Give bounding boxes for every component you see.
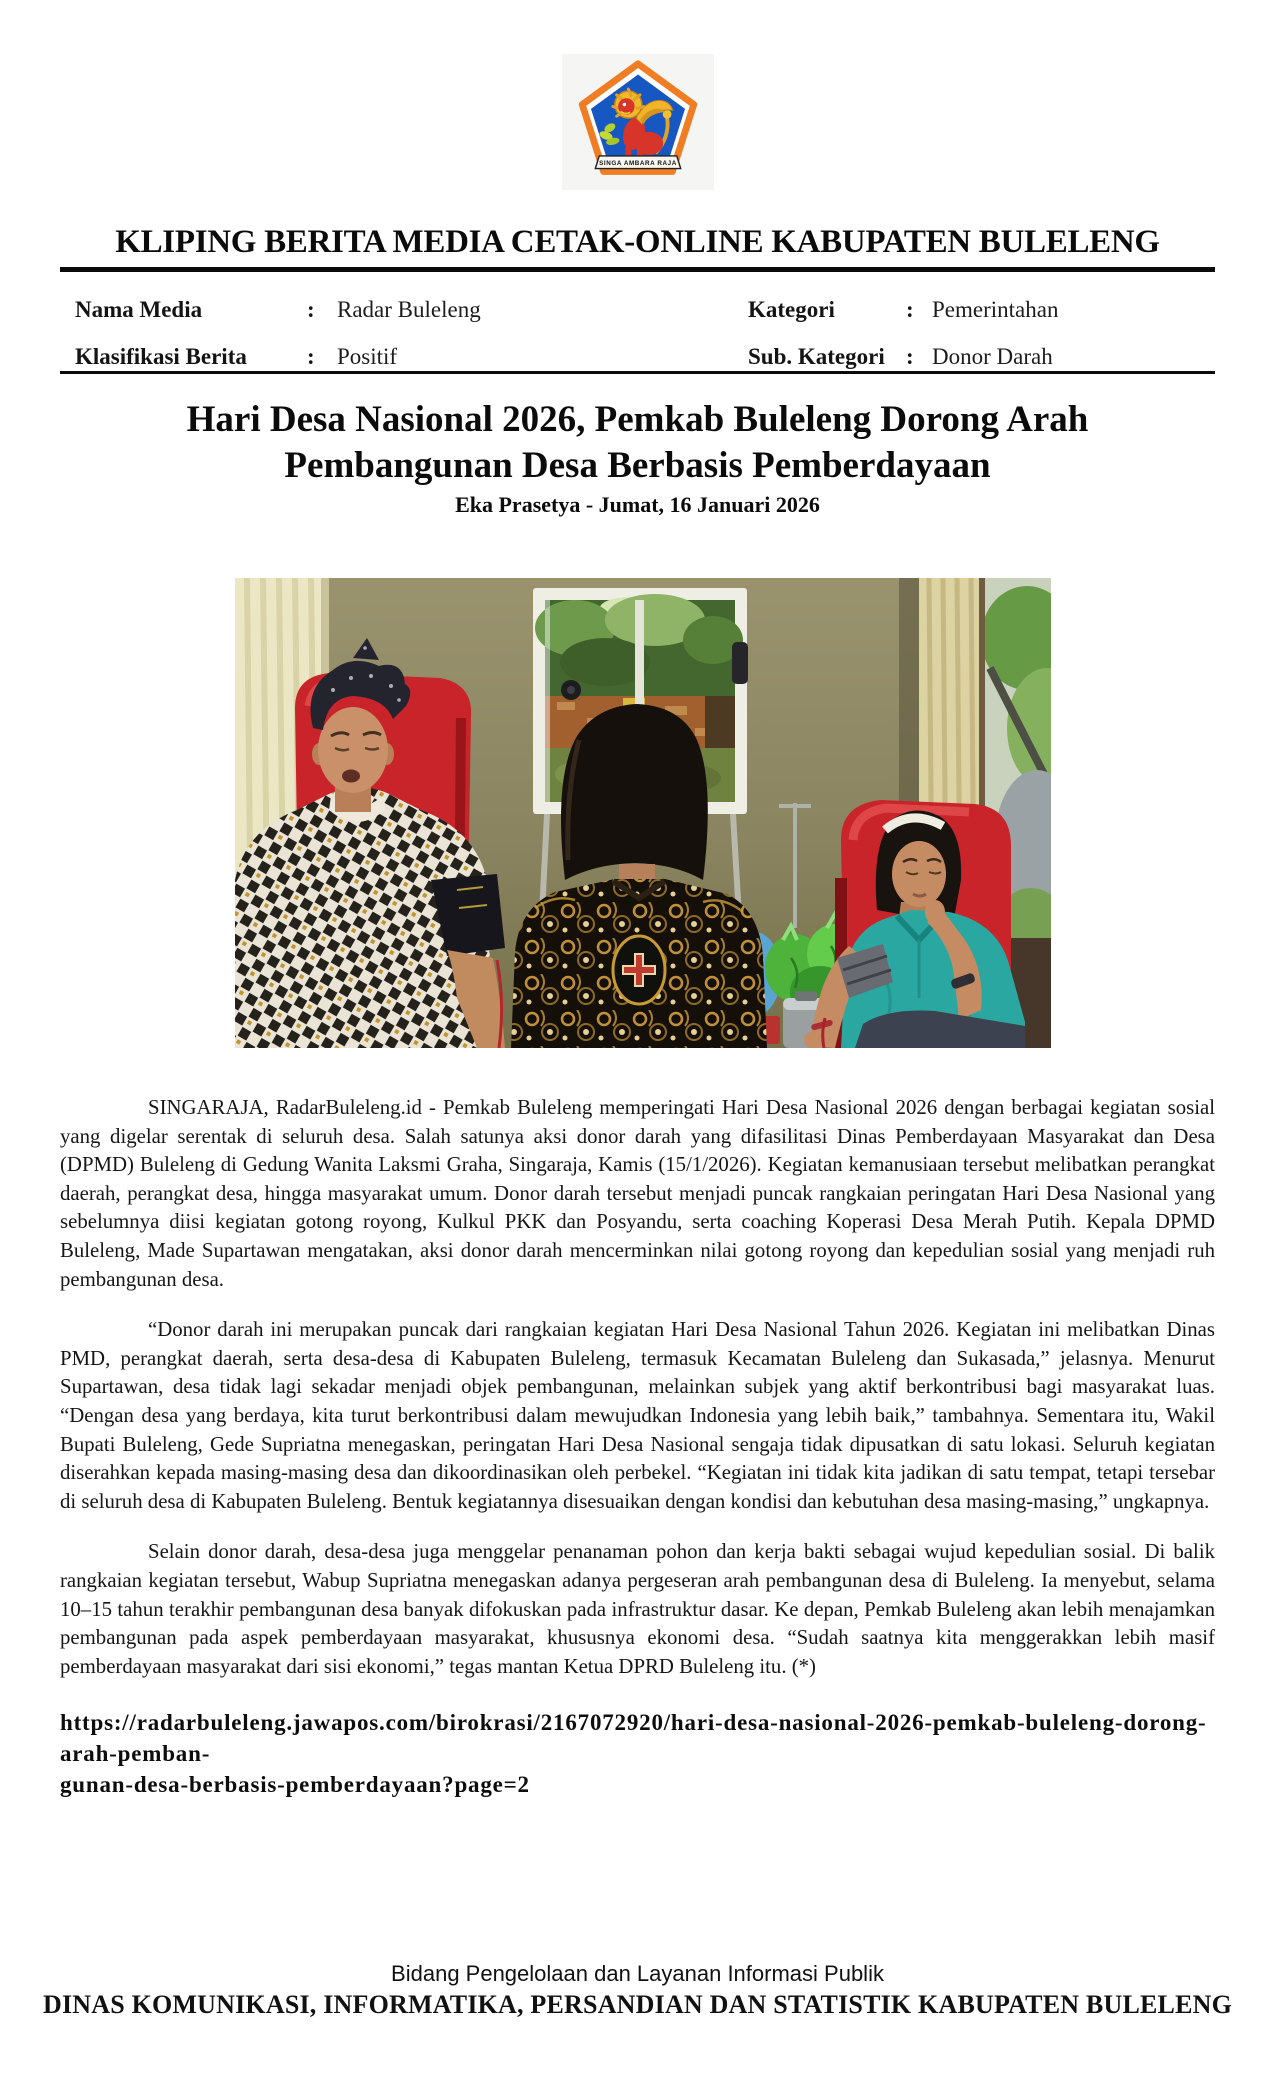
donor-photo-illustration bbox=[235, 578, 1051, 1048]
meta-divider-thin bbox=[60, 371, 1215, 374]
article-paragraph-1: SINGARAJA, RadarBuleleng.id - Pemkab Buleleng memperingati Hari Desa Nasional 2026 dengan berbagai kegiatan sosial yang digelar serentak di seluruh desa. Salah satunya aksi donor darah yang difasilitasi Dinas Pemberdayaan Masyarakat dan Desa (DPMD) Buleleng di Gedung Wanita Laksmi Graha, Singaraja, Kamis (15/1/2026). Kegiatan kemanusiaan tersebut melibatkan perangkat daerah, perangkat desa, hingga masyarakat umum. Donor darah tersebut menjadi puncak rangkaian peringatan Hari Desa Nasional yang sebelumnya diisi kegiatan gotong royong, Kulkul PKK dan Posyandu, serta coaching Koperasi Desa Merah Putih. Kepala DPMD Buleleng, Made Supartawan mengatakan, aksi donor darah mencerminkan nilai gotong royong dan kepedulian sosial yang menjadi ruh pembangunan desa. bbox=[60, 1096, 1215, 1291]
footer-agency: DINAS KOMUNIKASI, INFORMATIKA, PERSANDIAN DAN STATISTIK KABUPATEN BULELENG bbox=[42, 1990, 1233, 2019]
article-title-line2: Pembangunan Desa Berbasis Pemberdayaan bbox=[284, 445, 991, 486]
clipping-meta-table bbox=[75, 286, 1215, 380]
donor-darah-photo bbox=[235, 578, 1051, 1048]
klasifikasi-label: Klasifikasi Berita bbox=[75, 343, 247, 369]
kategori-value: Pemerintahan bbox=[932, 296, 1059, 322]
article-source-url-line1[interactable]: https://radarbuleleng.jawapos.com/birokrasi/2167072920/hari-desa-nasional-2026-pemkab-buleleng-dorong-arah-pemban- bbox=[60, 1710, 1207, 1767]
klasifikasi-value: Positif bbox=[337, 343, 398, 369]
sub-kategori-value: Donor Darah bbox=[932, 343, 1053, 369]
singa-ambara-raja-seal-icon bbox=[578, 58, 698, 186]
page-title: KLIPING BERITA MEDIA CETAK-ONLINE KABUPATEN BULELENG bbox=[115, 224, 1160, 260]
nama-media-value: Radar Buleleng bbox=[337, 296, 481, 322]
buleleng-regency-seal bbox=[562, 54, 714, 190]
header-divider-thick bbox=[60, 267, 1215, 272]
seal-banner-text: SINGA AMBARA RAJA bbox=[598, 160, 677, 168]
nama-media-label: Nama Media bbox=[75, 296, 203, 322]
footer-division: Bidang Pengelolaan dan Layanan Informasi Publik bbox=[391, 1961, 884, 1986]
kategori-colon: : bbox=[906, 296, 914, 322]
article-byline: Eka Prasetya - Jumat, 16 Januari 2026 bbox=[455, 492, 820, 517]
article-title-line1: Hari Desa Nasional 2026, Pemkab Buleleng Dorong Arah bbox=[186, 399, 1089, 440]
article-paragraph-2: “Donor darah ini merupakan puncak dari rangkaian kegiatan Hari Desa Nasional Tahun 2026. Kegiatan ini melibatkan Dinas PMD, perangkat daerah, serta desa-desa di Kabupaten Buleleng, termasuk Kecamatan Buleleng dan Sukasada,” jelasnya. Menurut Supartawan, desa tidak lagi sekadar menjadi objek pembangunan, melainkan subjek yang aktif berkontribusi bagi masyarakat luas. “Dengan desa yang berdaya, kita turut berkontribusi dalam mewujudkan Indonesia yang lebih baik,” tambahnya. Sementara itu, Wakil Bupati Buleleng, Gede Supriatna menegaskan, peringatan Hari Desa Nasional sengaja tidak dipusatkan di satu lokasi. Seluruh kegiatan diserahkan kepada masing-masing desa dan dikoordinasikan oleh perbekel. “Kegiatan ini tidak kita jadikan di satu tempat, tetapi tersebar di seluruh desa di Kabupaten Buleleng. Bentuk kegiatannya disesuaikan dengan kondisi dan kebutuhan desa masing-masing,” ungkapnya. bbox=[60, 1318, 1215, 1513]
article-source-url[interactable] bbox=[60, 1707, 1215, 1800]
klasifikasi-colon: : bbox=[307, 343, 315, 369]
article-paragraph-3: Selain donor darah, desa-desa juga menggelar penanaman pohon dan kerja bakti sebagai wujud kepedulian sosial. Di balik rangkaian kegiatan tersebut, Wabup Supriatna menegaskan adanya pergeseran arah pembangunan desa di Buleleng. Ia menyebut, selama 10–15 tahun terakhir pembangunan desa banyak difokuskan pada infrastruktur dasar. Ke depan, Pemkab Buleleng akan lebih menajamkan pembangunan pada aspek pemberdayaan masyarakat, khususnya ekonomi desa. “Sudah saatnya kita menggerakkan lebih masif pemberdayaan masyarakat dari sisi ekonomi,” tegas mantan Ketua DPRD Buleleng itu. (*) bbox=[60, 1540, 1215, 1678]
sub-kategori-label: Sub. Kategori bbox=[748, 343, 885, 369]
meta-row-1 bbox=[75, 286, 1215, 333]
article-source-url-line2[interactable]: gunan-desa-berbasis-pemberdayaan?page=2 bbox=[60, 1772, 530, 1798]
article-title bbox=[0, 397, 1275, 489]
kategori-label: Kategori bbox=[748, 296, 835, 322]
sub-kategori-colon: : bbox=[906, 343, 914, 369]
nama-media-colon: : bbox=[307, 296, 315, 322]
seal-banner bbox=[595, 156, 680, 169]
page-footer bbox=[0, 1960, 1275, 2022]
article-body bbox=[60, 1094, 1215, 1800]
